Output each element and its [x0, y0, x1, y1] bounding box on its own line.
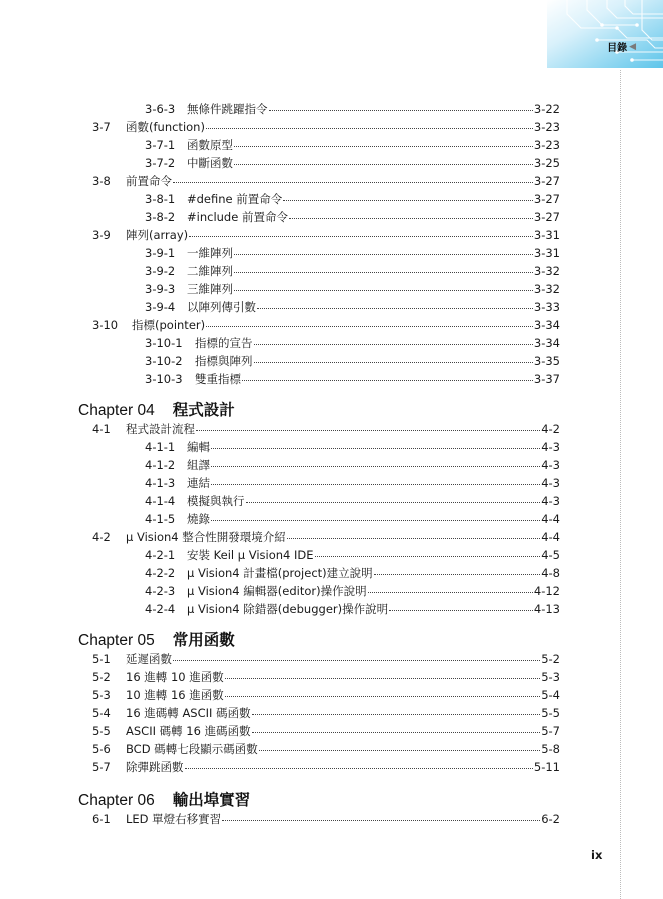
toc-entry-number: 5-7 [92, 760, 111, 774]
page-number: ix [591, 848, 603, 862]
toc-entry[interactable] [92, 228, 560, 242]
dotted-leader [257, 308, 533, 309]
dotted-leader [185, 768, 533, 769]
toc-entry-number: 4-1-5 [145, 512, 176, 526]
toc-entry-page: 3-31 [533, 246, 560, 260]
chapter-heading[interactable] [78, 788, 250, 810]
toc-entry[interactable] [145, 512, 560, 526]
toc-entry-page: 5-11 [533, 760, 560, 774]
toc-entry-title: µ Vision4 除錯器(debugger)操作說明 [187, 602, 389, 616]
toc-entry-page: 5-5 [541, 706, 560, 720]
dotted-leader [211, 448, 540, 449]
toc-entry-number: 3-9-2 [145, 264, 176, 278]
dotted-leader [315, 556, 541, 557]
toc-entry-page: 3-34 [533, 336, 560, 350]
toc-entry[interactable] [145, 192, 560, 206]
toc-entry-number: 3-8 [92, 174, 111, 188]
toc-entry[interactable] [92, 652, 560, 666]
toc-entry-number: 3-10-2 [145, 354, 183, 368]
dotted-leader [389, 610, 533, 611]
toc-entry-title: 函數(function) [126, 120, 205, 134]
toc-entry-title: 連結 [187, 476, 210, 490]
toc-entry-number: 3-9 [92, 228, 111, 242]
dotted-leader [173, 182, 533, 183]
page-edge-dotted-line [620, 70, 621, 899]
toc-entry[interactable] [92, 760, 560, 774]
toc-entry-number: 5-3 [92, 688, 111, 702]
chapter-number: Chapter 04 [78, 402, 155, 419]
toc-entry[interactable] [145, 138, 560, 152]
toc-entry-page: 3-37 [533, 372, 560, 386]
toc-entry-number: 4-1-2 [145, 458, 176, 472]
dotted-leader [225, 696, 540, 697]
dotted-leader [287, 538, 540, 539]
toc-entry[interactable] [92, 812, 560, 826]
toc-entry-page: 4-3 [541, 476, 560, 490]
toc-entry-page: 3-23 [533, 138, 560, 152]
toc-entry[interactable] [145, 336, 560, 350]
toc-entry-number: 3-10-1 [145, 336, 183, 350]
toc-entry-number: 3-7-2 [145, 156, 176, 170]
toc-entry-page: 4-2 [541, 422, 560, 436]
toc-entry-number: 5-4 [92, 706, 111, 720]
toc-entry-number: 3-9-3 [145, 282, 176, 296]
toc-entry-title: BCD 碼轉七段顯示碼函數 [126, 742, 258, 756]
toc-entry-page: 3-33 [533, 300, 560, 314]
dotted-leader [206, 326, 533, 327]
toc-entry-number: 4-1-1 [145, 440, 176, 454]
dotted-leader [211, 466, 540, 467]
toc-entry-title: 三維陣列 [187, 282, 233, 296]
toc-entry[interactable] [145, 372, 560, 386]
toc-entry-number: 4-2-4 [145, 602, 176, 616]
toc-entry-page: 5-2 [541, 652, 560, 666]
toc-entry-title: 無條件跳躍指令 [187, 102, 268, 116]
circuit-corner-decoration [547, 0, 663, 68]
toc-entry-title: 程式設計流程 [126, 422, 195, 436]
dotted-leader [246, 502, 541, 503]
toc-entry-number: 4-2 [92, 530, 111, 544]
dotted-leader [374, 574, 541, 575]
dotted-leader [252, 732, 541, 733]
dotted-leader [283, 200, 533, 201]
dotted-leader [259, 750, 540, 751]
dotted-leader [254, 344, 533, 345]
dotted-leader [234, 146, 533, 147]
chapter-heading[interactable] [78, 398, 235, 420]
toc-entry-title: 16 進轉 10 進函數 [126, 670, 224, 684]
toc-entry[interactable] [92, 120, 560, 134]
toc-entry-number: 5-6 [92, 742, 111, 756]
toc-entry[interactable] [92, 422, 560, 436]
toc-entry-page: 5-4 [541, 688, 560, 702]
toc-entry-page: 3-22 [533, 102, 560, 116]
toc-entry-page: 4-8 [541, 566, 560, 580]
toc-entry[interactable] [145, 246, 560, 260]
dotted-leader [234, 164, 533, 165]
toc-entry-title: 指標與陣列 [195, 354, 253, 368]
toc-entry[interactable] [145, 440, 560, 454]
toc-entry-title: 16 進碼轉 ASCII 碼函數 [126, 706, 251, 720]
toc-entry[interactable] [92, 530, 560, 544]
toc-entry[interactable] [145, 300, 560, 314]
toc-entry[interactable] [145, 156, 560, 170]
toc-entry-page: 3-31 [533, 228, 560, 242]
toc-entry[interactable] [145, 102, 560, 116]
toc-entry-title: 雙重指標 [195, 372, 241, 386]
dotted-leader [189, 236, 533, 237]
toc-entry-number: 4-1 [92, 422, 111, 436]
toc-entry-title: 以陣列傳引數 [187, 300, 256, 314]
toc-entry-title: 延遲函數 [126, 652, 172, 666]
toc-entry-title: 燒錄 [187, 512, 210, 526]
toc-entry-title: 二維陣列 [187, 264, 233, 278]
dotted-leader [289, 218, 533, 219]
dotted-leader [234, 290, 533, 291]
dotted-leader [211, 484, 540, 485]
toc-entry-title: 前置命令 [126, 174, 172, 188]
toc-entry-title: #define 前置命令 [187, 192, 283, 206]
dotted-leader [206, 128, 533, 129]
toc-entry-page: 4-5 [541, 548, 560, 562]
chapter-title: 常用函數 [172, 631, 235, 649]
toc-entry-title: ASCII 碼轉 16 進碼函數 [126, 724, 251, 738]
toc-entry-title: µ Vision4 整合性開發環境介紹 [126, 530, 286, 544]
toc-entry-number: 5-5 [92, 724, 111, 738]
toc-entry-title: 指標(pointer) [132, 318, 206, 332]
toc-entry[interactable] [92, 724, 560, 738]
toc-entry-page: 6-2 [541, 812, 560, 826]
toc-entry-title: 安裝 Keil µ Vision4 IDE [187, 548, 314, 562]
toc-entry-page: 3-34 [533, 318, 560, 332]
dotted-leader [211, 520, 540, 521]
toc-entry-page: 3-27 [533, 174, 560, 188]
toc-entry[interactable] [145, 354, 560, 368]
toc-entry-page: 3-27 [533, 192, 560, 206]
chapter-heading[interactable] [78, 628, 235, 650]
toc-entry-page: 5-8 [541, 742, 560, 756]
toc-entry[interactable] [92, 174, 560, 188]
toc-entry-number: 3-10-3 [145, 372, 183, 386]
toc-entry[interactable] [145, 548, 560, 562]
toc-entry-page: 4-4 [541, 512, 560, 526]
toc-entry-page: 3-32 [533, 282, 560, 296]
toc-entry-page: 4-3 [541, 494, 560, 508]
toc-entry-page: 3-27 [533, 210, 560, 224]
toc-entry-title: 組譯 [187, 458, 210, 472]
dotted-leader [234, 272, 533, 273]
contents-tab [607, 39, 636, 54]
toc-entry-title: 陣列(array) [126, 228, 189, 242]
toc-entry-number: 3-8-1 [145, 192, 176, 206]
dotted-leader [252, 714, 541, 715]
toc-entry-number: 4-2-2 [145, 566, 176, 580]
toc-entry-number: 3-10 [92, 318, 119, 332]
toc-entry[interactable] [145, 264, 560, 278]
toc-entry-title: µ Vision4 編輯器(editor)操作說明 [187, 584, 367, 598]
toc-entry[interactable] [92, 706, 560, 720]
toc-entry-page: 3-25 [533, 156, 560, 170]
toc-entry-page: 3-32 [533, 264, 560, 278]
toc-entry[interactable] [145, 494, 560, 508]
toc-entry-page: 3-35 [533, 354, 560, 368]
toc-entry-page: 4-13 [533, 602, 560, 616]
toc-entry[interactable] [145, 566, 560, 580]
toc-entry[interactable] [145, 210, 560, 224]
toc-entry-number: 3-9-1 [145, 246, 176, 260]
toc-entry-page: 4-12 [533, 584, 560, 598]
toc-entry[interactable] [145, 602, 560, 616]
toc-entry-title: µ Vision4 計畫檔(project)建立說明 [187, 566, 373, 580]
toc-entry-page: 5-7 [541, 724, 560, 738]
chapter-title: 輸出埠實習 [172, 791, 251, 809]
toc-entry[interactable] [92, 688, 560, 702]
toc-entry-number: 3-8-2 [145, 210, 176, 224]
toc-entry[interactable] [145, 584, 560, 598]
toc-entry-number: 3-9-4 [145, 300, 176, 314]
toc-entry-title: 中斷函數 [187, 156, 233, 170]
toc-entry-title: 指標的宣告 [195, 336, 253, 350]
triangle-left-icon: ◀ [629, 41, 636, 52]
dotted-leader [254, 362, 533, 363]
toc-entry-title: 編輯 [187, 440, 210, 454]
toc-entry-title: 一維陣列 [187, 246, 233, 260]
dotted-leader [222, 820, 540, 821]
dotted-leader [368, 592, 533, 593]
toc-entry-number: 4-2-3 [145, 584, 176, 598]
toc-entry-title: 函數原型 [187, 138, 233, 152]
dotted-leader [225, 678, 540, 679]
toc-entry-number: 3-7-1 [145, 138, 176, 152]
toc-entry-number: 3-7 [92, 120, 111, 134]
toc-entry-title: LED 單燈右移實習 [126, 812, 222, 826]
contents-tab-label: 目錄 [607, 43, 628, 54]
toc-entry[interactable] [92, 318, 560, 332]
toc-entry-title: 10 進轉 16 進函數 [126, 688, 224, 702]
chapter-title: 程式設計 [172, 401, 235, 419]
toc-entry-number: 4-2-1 [145, 548, 176, 562]
toc-entry-number: 5-1 [92, 652, 111, 666]
toc-entry-title: 除彈跳函數 [126, 760, 184, 774]
toc-entry-page: 4-3 [541, 458, 560, 472]
toc-entry-page: 4-3 [541, 440, 560, 454]
toc-entry-page: 4-4 [541, 530, 560, 544]
toc-entry-number: 3-6-3 [145, 102, 176, 116]
toc-entry-title: 模擬與執行 [187, 494, 245, 508]
dotted-leader [196, 430, 540, 431]
dotted-leader [173, 660, 540, 661]
dotted-leader [269, 110, 533, 111]
toc-entry[interactable] [92, 670, 560, 684]
toc-entry-number: 6-1 [92, 812, 111, 826]
toc-entry-number: 4-1-3 [145, 476, 176, 490]
toc-entry[interactable] [92, 742, 560, 756]
toc-entry-number: 4-1-4 [145, 494, 176, 508]
toc-entry-number: 5-2 [92, 670, 111, 684]
toc-entry[interactable] [145, 458, 560, 472]
dotted-leader [234, 254, 533, 255]
toc-entry-page: 3-23 [533, 120, 560, 134]
toc-entry[interactable] [145, 476, 560, 490]
dotted-leader [242, 380, 533, 381]
toc-entry-title: #include 前置命令 [187, 210, 288, 224]
toc-entry[interactable] [145, 282, 560, 296]
toc-entry-page: 5-3 [541, 670, 560, 684]
chapter-number: Chapter 05 [78, 632, 155, 649]
chapter-number: Chapter 06 [78, 792, 155, 809]
